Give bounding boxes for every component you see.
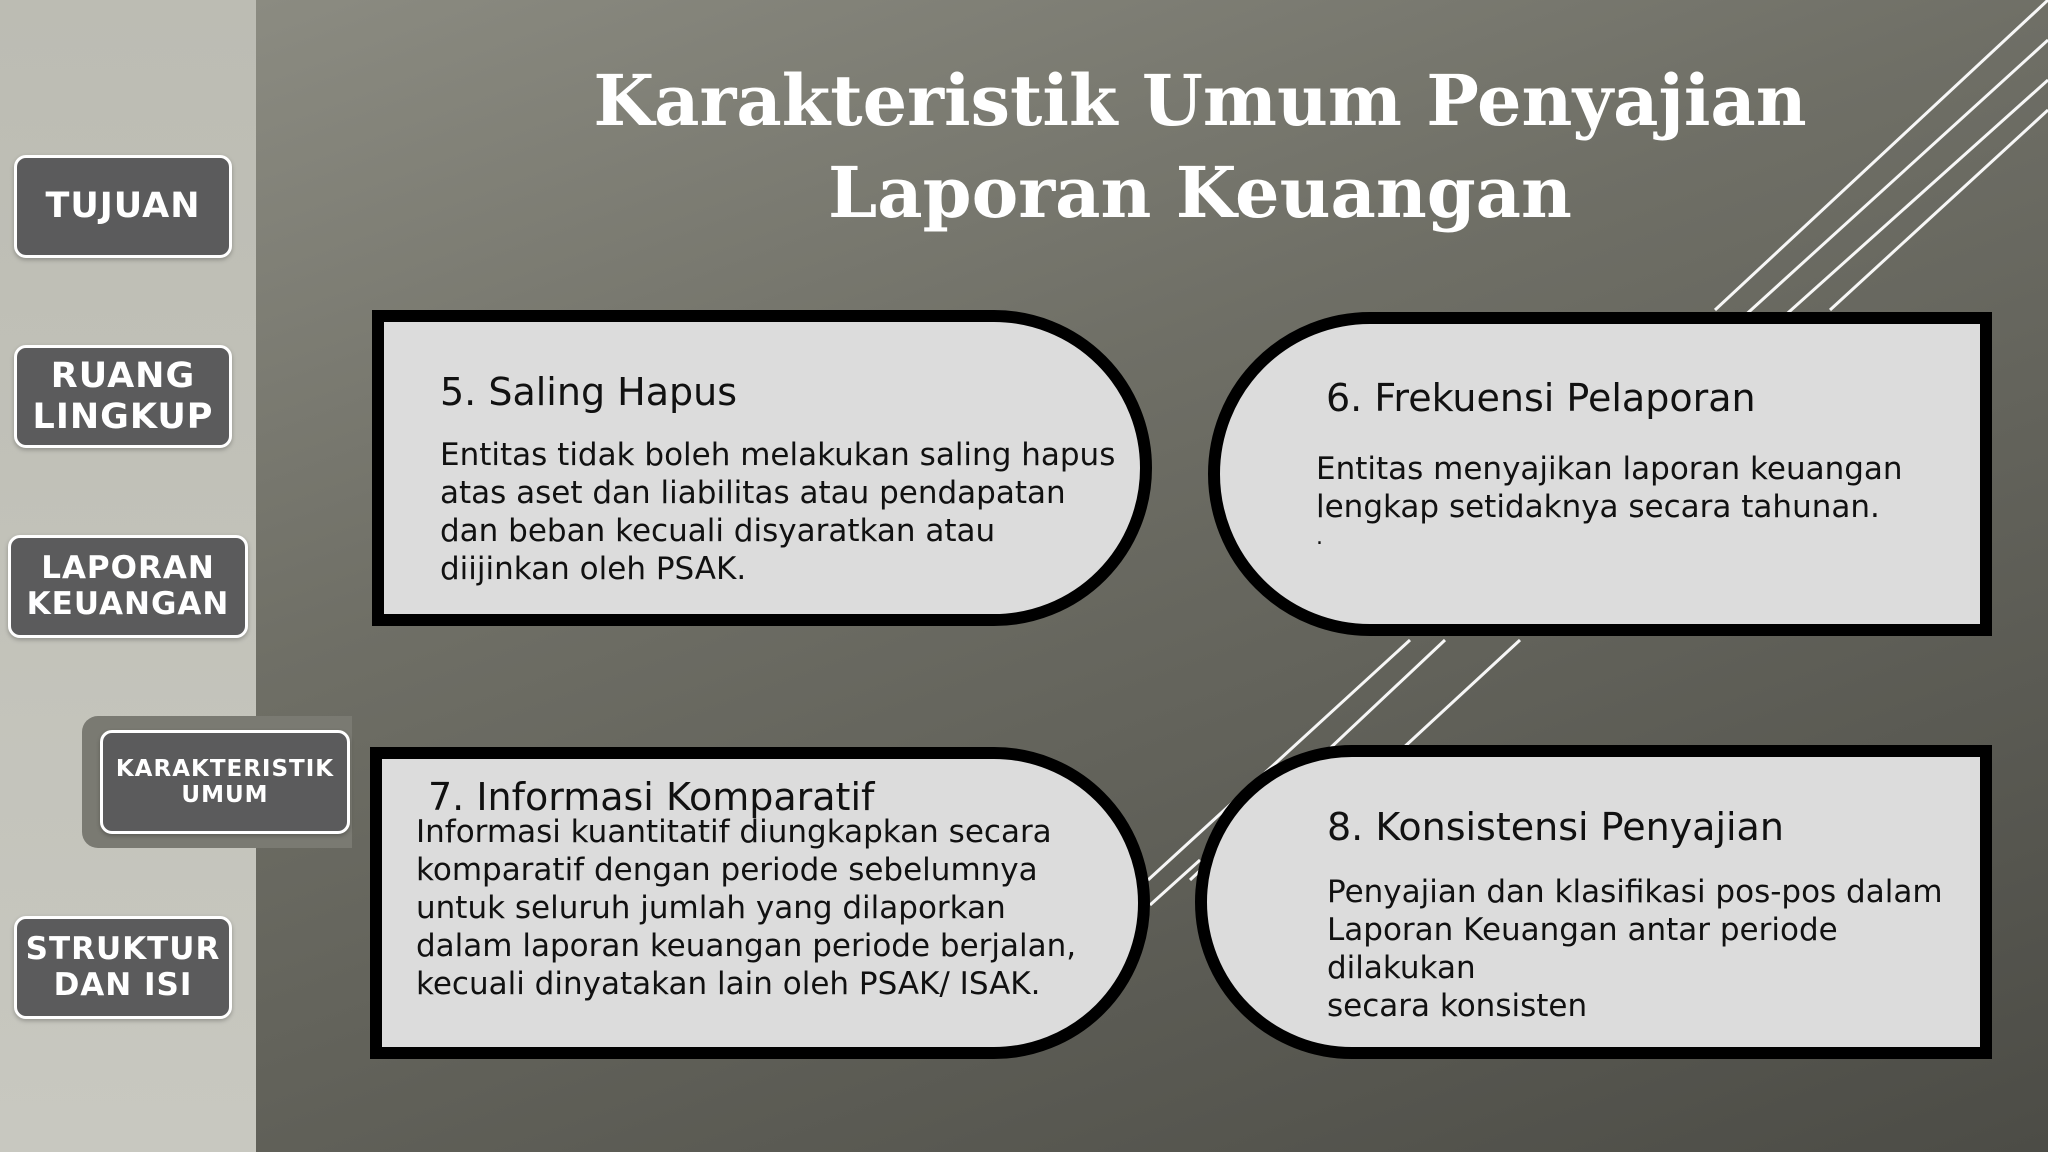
nav-karakteristik-umum-button[interactable]	[100, 730, 350, 834]
card-informasi-komparatif-body: Informasi kuantitatif diungkapkan secara komparatif dengan periode sebelumnya untuk seluruh jumlah yang dilaporkan dalam laporan keuangan periode berjalan, kecuali dinyatakan lain oleh PSAK/ ISAK.	[416, 814, 1077, 1002]
nav-tujuan-label: TUJUAN	[45, 186, 201, 227]
nav-ruang-lingkup-label-line1: RUANG	[50, 356, 196, 397]
card-informasi-komparatif	[370, 747, 1150, 1059]
nav-struktur-dan-isi-button[interactable]	[14, 916, 232, 1019]
page-title-line2: Laporan Keuangan	[828, 151, 1572, 234]
nav-laporan-keuangan-label-line2: KEUANGAN	[26, 585, 230, 622]
card-konsistensi-penyajian-heading: 8. Konsistensi Penyajian	[1327, 805, 1784, 849]
card-saling-hapus	[372, 310, 1152, 626]
nav-ruang-lingkup-label-line2: LINGKUP	[32, 396, 214, 437]
nav-karakteristik-umum-label-line1: KARAKTERISTIK	[115, 755, 335, 782]
nav-ruang-lingkup-button[interactable]	[14, 345, 232, 448]
page-title-line1: Karakteristik Umum Penyajian	[593, 59, 1807, 142]
nav-struktur-dan-isi-label-line1: STRUKTUR	[25, 930, 221, 967]
card-saling-hapus-heading: 5. Saling Hapus	[440, 370, 738, 414]
nav-laporan-keuangan-button[interactable]	[8, 535, 248, 638]
card-frekuensi-pelaporan-heading: 6. Frekuensi Pelaporan	[1326, 376, 1756, 420]
nav-laporan-keuangan-label-line1: LAPORAN	[41, 549, 215, 586]
nav-struktur-dan-isi-label-line2: DAN ISI	[53, 966, 193, 1003]
card-frekuensi-pelaporan-body: Entitas menyajikan laporan keuangan lengkap setidaknya secara tahunan. .	[1316, 451, 1903, 550]
card-saling-hapus-body: Entitas tidak boleh melakukan saling hapus atas aset dan liabilitas atau pendapatan dan beban kecuali disyaratkan atau diijinkan oleh PSAK.	[440, 437, 1116, 587]
card-informasi-komparatif-heading: 7. Informasi Komparatif	[428, 775, 875, 819]
page-title	[560, 55, 1840, 239]
nav-tujuan-button[interactable]	[14, 155, 232, 258]
nav-karakteristik-umum-label-line2: UMUM	[181, 782, 269, 808]
card-frekuensi-pelaporan	[1208, 312, 1992, 636]
card-konsistensi-penyajian-body: Penyajian dan klasifikasi pos-pos dalam Laporan Keuangan antar periode dilakukan secara konsisten	[1327, 874, 1943, 1024]
card-konsistensi-penyajian	[1195, 745, 1992, 1059]
